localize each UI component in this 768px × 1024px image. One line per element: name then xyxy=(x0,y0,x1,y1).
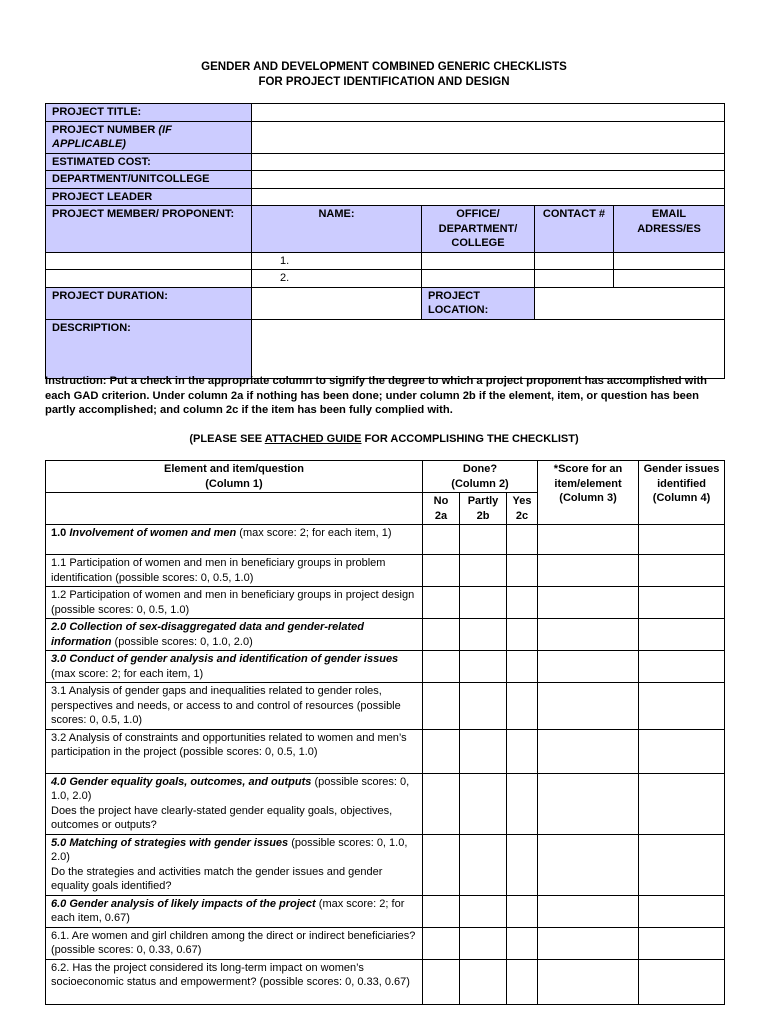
score-cell[interactable] xyxy=(538,651,639,683)
question-prompt: Does the project have clearly-stated gender equality goals, objectives, outcomes or outputs? xyxy=(51,804,393,831)
instruction-text: Instruction: Put a check in the appropriate column to signify the degree to which a project proponent has accomplished with each GAD criterion. Under column 2a if nothing has been done; under column 2b if the element, item, or question has been partly accomplished; and column 2c if the item has been fully complied with. xyxy=(45,375,708,416)
yes-2c-cell[interactable] xyxy=(507,683,538,730)
project-title-field[interactable] xyxy=(252,104,725,122)
duration-label: PROJECT DURATION: xyxy=(46,287,252,319)
no-2a-cell[interactable] xyxy=(423,651,460,683)
score-cell[interactable] xyxy=(538,895,639,927)
yes-2c-cell[interactable] xyxy=(507,587,538,619)
question-element: 4.0 Gender equality goals, outcomes, and outputs xyxy=(51,775,312,788)
question-prompt: Do the strategies and activities match the gender issues and gender equality goals identified? xyxy=(51,865,383,892)
question-text: 6.2. Has the project considered its long-term impact on women’s socioeconomic status and empowerment? (possible scores: 0, 0.33, 0.67) xyxy=(51,961,410,988)
no-2a-cell[interactable] xyxy=(423,555,460,587)
col3-header: *Score for an item/element (Column 3) xyxy=(538,461,639,525)
checklist-row xyxy=(46,895,725,927)
no-2a-cell[interactable] xyxy=(423,959,460,1004)
member-email-field[interactable] xyxy=(614,252,725,270)
col2-header-title: Done? xyxy=(462,463,498,475)
gender-issues-cell[interactable] xyxy=(639,729,725,773)
question-text: (max score: 2; for each item, 1) xyxy=(236,527,392,539)
duration-field[interactable] xyxy=(252,287,422,319)
question-element: 6.0 Gender analysis of likely impacts of the project xyxy=(51,897,316,910)
partly-2b-cell[interactable] xyxy=(460,895,507,927)
checklist-row xyxy=(46,525,725,555)
checklist-table xyxy=(45,460,725,1005)
gender-issues-cell[interactable] xyxy=(639,927,725,959)
gender-issues-cell[interactable] xyxy=(639,773,725,834)
project-title-label: PROJECT TITLE: xyxy=(46,104,252,122)
yes-2c-cell[interactable] xyxy=(507,555,538,587)
member-contact-field[interactable] xyxy=(535,252,614,270)
partly-2b-cell[interactable] xyxy=(460,619,507,651)
checklist-question xyxy=(46,927,423,959)
gender-issues-cell[interactable] xyxy=(639,834,725,895)
email-header: EMAIL ADRESS/ES xyxy=(614,206,725,253)
guide-suffix: FOR ACCOMPLISHING THE CHECKLIST) xyxy=(361,433,579,445)
gender-issues-cell[interactable] xyxy=(639,959,725,1004)
question-element: Involvement of women and men xyxy=(69,527,237,539)
checklist-row xyxy=(46,773,725,834)
no-2a-cell[interactable] xyxy=(423,619,460,651)
page-title-line1: GENDER AND DEVELOPMENT COMBINED GENERIC CHECKLISTS xyxy=(201,61,567,73)
checklist-row xyxy=(46,834,725,895)
yes-2c-cell[interactable] xyxy=(507,834,538,895)
no-2a-cell[interactable] xyxy=(423,683,460,730)
question-text: (max score: 2; for each item, 1) xyxy=(51,667,204,680)
score-cell[interactable] xyxy=(538,773,639,834)
department-label: DEPARTMENT/UNITCOLLEGE xyxy=(46,171,252,189)
question-element: 2.0 Collection of sex-disaggregated data and gender-related information xyxy=(51,621,364,648)
question-text: (max score: 2; for each item, 0.67) xyxy=(51,897,405,924)
member-office-field[interactable] xyxy=(422,252,535,270)
checklist-row xyxy=(46,729,725,773)
guide-prefix: (PLEASE SEE xyxy=(189,433,265,445)
score-cell[interactable] xyxy=(538,729,639,773)
estimated-cost-field[interactable] xyxy=(252,153,725,171)
member-office-field[interactable] xyxy=(422,270,535,288)
name-header: NAME: xyxy=(252,206,422,253)
no-2a-cell[interactable] xyxy=(423,525,460,555)
partly-2b-cell[interactable] xyxy=(460,587,507,619)
partly-2b-cell[interactable] xyxy=(460,834,507,895)
col2c-header: Yes 2c xyxy=(507,493,538,525)
yes-2c-cell[interactable] xyxy=(507,525,538,555)
checklist-question xyxy=(46,773,423,834)
question-text: (possible scores: 0, 1.0, 2.0) xyxy=(51,836,408,863)
yes-2c-cell[interactable] xyxy=(507,729,538,773)
score-cell[interactable] xyxy=(538,555,639,587)
score-cell[interactable] xyxy=(538,927,639,959)
gender-issues-cell[interactable] xyxy=(639,683,725,730)
member-row-spacer xyxy=(46,270,252,288)
question-text: 1.2 Participation of women and men in beneficiary groups in project design (possible scores: 0, 0.5, 1.0) xyxy=(51,589,415,616)
member-name-field[interactable]: 1. xyxy=(252,252,422,270)
question-number: 1.0 xyxy=(51,527,70,539)
gender-issues-cell[interactable] xyxy=(639,895,725,927)
office-header: OFFICE/ DEPARTMENT/ COLLEGE xyxy=(422,206,535,253)
gender-issues-cell[interactable] xyxy=(639,525,725,555)
col2b-header: Partly 2b xyxy=(460,493,507,525)
col2a-header: No 2a xyxy=(423,493,460,525)
partly-2b-cell[interactable] xyxy=(460,927,507,959)
no-2a-cell[interactable] xyxy=(423,927,460,959)
project-leader-label: PROJECT LEADER xyxy=(46,188,252,206)
gender-issues-cell[interactable] xyxy=(639,651,725,683)
description-label: DESCRIPTION: xyxy=(46,319,252,378)
checklist-question xyxy=(46,729,423,773)
project-info-table xyxy=(45,103,725,379)
col1-header-title: Element and item/question xyxy=(164,463,304,475)
project-number-text: PROJECT NUMBER xyxy=(52,123,156,136)
project-number-field[interactable] xyxy=(252,121,725,153)
checklist-row xyxy=(46,555,725,587)
project-number-label xyxy=(46,121,252,153)
checklist-question xyxy=(46,651,423,683)
contact-header: CONTACT # xyxy=(535,206,614,253)
no-2a-cell[interactable] xyxy=(423,587,460,619)
checklist-row xyxy=(46,959,725,1004)
partly-2b-cell[interactable] xyxy=(460,773,507,834)
location-field[interactable] xyxy=(535,287,725,319)
gender-issues-cell[interactable] xyxy=(639,619,725,651)
checklist-question xyxy=(46,525,423,555)
col1-header xyxy=(46,461,423,493)
checklist-row xyxy=(46,683,725,730)
score-cell[interactable] xyxy=(538,683,639,730)
checklist-question xyxy=(46,834,423,895)
gender-issues-cell[interactable] xyxy=(639,587,725,619)
member-contact-field[interactable] xyxy=(535,270,614,288)
question-text: (possible scores: 0, 1.0, 2.0) xyxy=(111,635,253,648)
guide-note xyxy=(0,433,768,445)
question-element: 5.0 Matching of strategies with gender issues xyxy=(51,836,289,849)
checklist-question xyxy=(46,587,423,619)
col1-header-sub: (Column 1) xyxy=(205,477,263,490)
score-cell[interactable] xyxy=(538,619,639,651)
description-field[interactable] xyxy=(252,319,725,378)
col2-header xyxy=(423,461,538,493)
checklist-row xyxy=(46,587,725,619)
question-text: 1.1 Participation of women and men in beneficiary groups in problem identification (possible scores: 0, 0.5, 1.0) xyxy=(51,557,386,584)
project-leader-field[interactable] xyxy=(252,188,725,206)
partly-2b-cell[interactable] xyxy=(460,555,507,587)
yes-2c-cell[interactable] xyxy=(507,927,538,959)
no-2a-cell[interactable] xyxy=(423,834,460,895)
no-2a-cell[interactable] xyxy=(423,729,460,773)
estimated-cost-label: ESTIMATED COST: xyxy=(46,153,252,171)
department-field[interactable] xyxy=(252,171,725,189)
yes-2c-cell[interactable] xyxy=(507,773,538,834)
col4-header: Gender issues identified (Column 4) xyxy=(639,461,725,525)
score-cell[interactable] xyxy=(538,959,639,1004)
question-text: 6.1. Are women and girl children among the direct or indirect beneficiaries? (possible scores: 0, 0.33, 0.67) xyxy=(51,929,416,956)
checklist-question xyxy=(46,555,423,587)
gender-issues-cell[interactable] xyxy=(639,555,725,587)
question-text: 3.2 Analysis of constraints and opportunities related to women and men’s participation in the project (possible scores: 0, 0.5, 1.0) xyxy=(51,731,407,758)
partly-2b-cell[interactable] xyxy=(460,729,507,773)
checklist-row xyxy=(46,651,725,683)
score-cell[interactable] xyxy=(538,525,639,555)
checklist-row xyxy=(46,619,725,651)
partly-2b-cell[interactable] xyxy=(460,959,507,1004)
yes-2c-cell[interactable] xyxy=(507,895,538,927)
yes-2c-cell[interactable] xyxy=(507,619,538,651)
question-text: (possible scores: 0, 1.0, 2.0) xyxy=(51,775,410,802)
checklist-question xyxy=(46,683,423,730)
member-row-spacer xyxy=(46,252,252,270)
partly-2b-cell[interactable] xyxy=(460,683,507,730)
col2-header-sub: (Column 2) xyxy=(451,477,509,490)
question-text: 3.1 Analysis of gender gaps and inequalities related to gender roles, perspectives and needs, or access to and control of resources (possible scores: 0, 0.5, 1.0) xyxy=(51,685,401,726)
col1-header-spacer xyxy=(46,493,423,525)
project-member-label: PROJECT MEMBER/ PROPONENT: xyxy=(46,206,252,253)
attached-guide-link[interactable]: ATTACHED GUIDE xyxy=(264,433,362,445)
no-2a-cell[interactable] xyxy=(423,895,460,927)
score-cell[interactable] xyxy=(538,587,639,619)
question-element: 3.0 Conduct of gender analysis and identification of gender issues xyxy=(51,653,399,665)
page-title-line2: FOR PROJECT IDENTIFICATION AND DESIGN xyxy=(258,76,510,88)
yes-2c-cell[interactable] xyxy=(507,651,538,683)
member-email-field[interactable] xyxy=(614,270,725,288)
member-name-field[interactable]: 2. xyxy=(252,270,422,288)
location-label: PROJECT LOCATION: xyxy=(422,287,535,319)
score-cell[interactable] xyxy=(538,834,639,895)
checklist-row xyxy=(46,927,725,959)
checklist-question xyxy=(46,959,423,1004)
yes-2c-cell[interactable] xyxy=(507,959,538,1004)
no-2a-cell[interactable] xyxy=(423,773,460,834)
partly-2b-cell[interactable] xyxy=(460,525,507,555)
partly-2b-cell[interactable] xyxy=(460,651,507,683)
checklist-question xyxy=(46,619,423,651)
project-number-note: (IF APPLICABLE) xyxy=(52,123,172,150)
checklist-question xyxy=(46,895,423,927)
